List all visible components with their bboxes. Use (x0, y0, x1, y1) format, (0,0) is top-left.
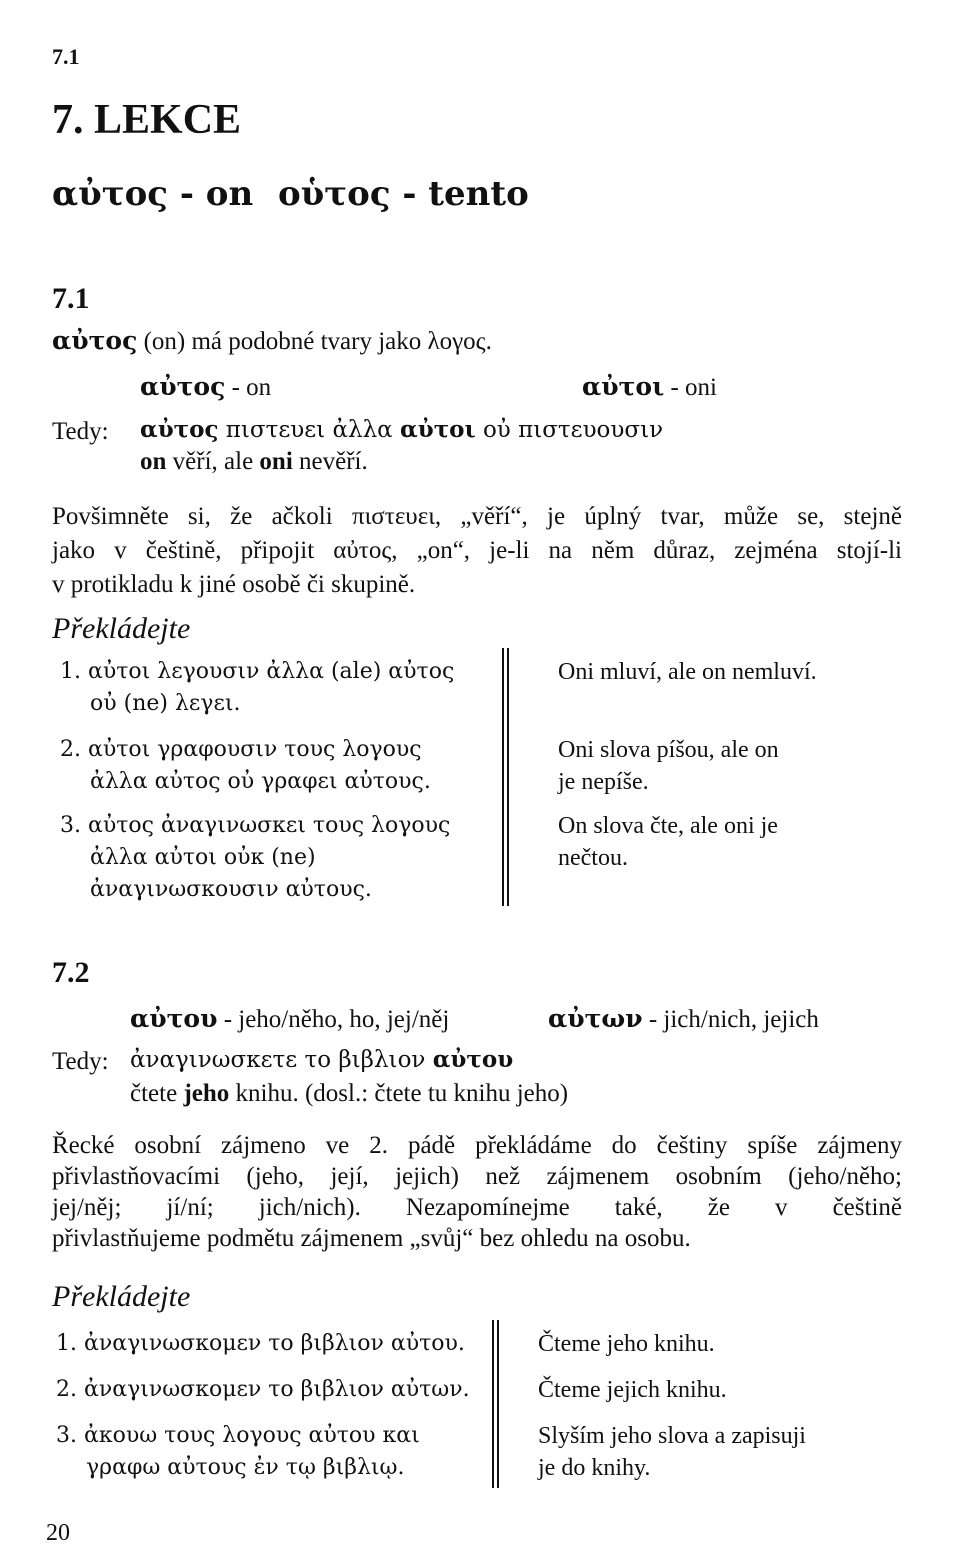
intro-word: αὐτος (52, 326, 138, 355)
item-number: 1. (56, 1331, 77, 1356)
example-autou: αὐτου (432, 1046, 514, 1073)
note-line: Povšimněte si, že ačkoli πιστευει, „věří“, je úplný tvar, může se, stejně (52, 503, 902, 530)
example-czech-line (140, 448, 368, 476)
exercise-2-item-2-greek (56, 1374, 470, 1406)
example-autoi: αὐτοι (400, 416, 476, 443)
greek-line: αὐτοι λεγουσιν ἀλλα (ale) αὐτος (88, 659, 455, 684)
czech-line: Slyším jeho slova a zapisuji (538, 1423, 806, 1449)
exercise-2-item-3-czech (538, 1420, 806, 1484)
czech-line: je nepíše. (558, 769, 649, 795)
genitive-singular (130, 1004, 449, 1034)
item-number: 2. (56, 1377, 77, 1402)
exercise-heading-1: Překládejte (52, 612, 191, 645)
note-line: jej/něj; jí/ní; jich/nich). Nezapomínejme také, že v češtině (52, 1194, 902, 1221)
example-jeho: jeho (183, 1080, 230, 1107)
item-number: 2. (60, 737, 81, 762)
czech-line: On slova čte, ale oni je (558, 813, 778, 839)
note-line: přivlastňujeme podmětu zájmenem „svůj“ bez ohledu na osobu. (52, 1225, 691, 1252)
column-divider (502, 648, 509, 906)
exercise-2-item-2-czech (538, 1374, 727, 1406)
greek-line: ἀκουω τους λογους αὐτου και (84, 1423, 420, 1448)
example-czech-text-2: knihu. (dosl.: čtete tu knihu jeho) (235, 1080, 569, 1107)
exercise-1-item-3-greek (60, 810, 450, 906)
exercise-1-item-2-greek (60, 734, 431, 798)
czech-line: je do knihy. (538, 1455, 651, 1481)
item-number: 1. (60, 659, 81, 684)
genitive-singular-gloss: - jeho/něho, ho, jej/něj (223, 1006, 450, 1033)
genitive-plural-gloss: - jich/nich, jejich (648, 1006, 819, 1033)
intro-text: (on) má podobné tvary jako λογος. (143, 328, 492, 355)
section-marker: 7.1 (52, 44, 80, 69)
czech-line: Oni slova píšou, ale on (558, 737, 779, 763)
czech-line: nečtou. (558, 845, 628, 871)
form-plural (582, 372, 717, 402)
greek-line: ἀναγινωσκομεν το βιβλιον αὐτων. (84, 1377, 470, 1402)
example-czech-1: věří, ale (172, 448, 254, 475)
genitive-plural (548, 1004, 819, 1034)
example-greek-text: ἀναγινωσκετε το βιβλιον (130, 1047, 426, 1073)
example-greek-line (140, 416, 663, 443)
greek-line: οὐ (ne) λεγει. (90, 691, 241, 716)
greek-line: αὐτος ἀναγινωσκει τους λογους (88, 813, 451, 838)
example-greek-line-2 (130, 1046, 513, 1073)
pronoun-houtos-heading: οὑτος - tento (278, 174, 529, 214)
form-singular-greek: αὐτος (140, 372, 226, 401)
example-oni: oni (259, 448, 293, 475)
example-text-1: πιστευει ἀλλα (225, 417, 393, 443)
czech-line: Čteme jeho knihu. (538, 1331, 715, 1357)
section-7-2-number: 7.2 (52, 956, 90, 989)
greek-line: γραφω αὐτους ἐν τῳ βιβλιῳ. (86, 1455, 405, 1480)
form-singular (140, 372, 271, 402)
page-number: 20 (46, 1520, 70, 1546)
pronoun-autos-heading: αὐτος - on (52, 174, 254, 214)
tedy-label: Tedy: (52, 418, 109, 445)
section-7-1-note (52, 500, 902, 602)
greek-line: ἀλλα αὐτοι οὐκ (ne) (90, 845, 316, 870)
section-7-2-note (52, 1130, 902, 1254)
column-divider-2 (492, 1320, 499, 1488)
note-line: přivlastňovacími (jeho, její, jejich) než zájmenem osobním (jeho/něho; (52, 1163, 902, 1190)
exercise-2-item-1-czech (538, 1328, 715, 1360)
exercise-1-item-1-czech (558, 656, 817, 688)
form-singular-gloss: - on (231, 374, 272, 401)
lesson-title: 7. LEKCE (52, 97, 242, 143)
exercise-heading-2: Překládejte (52, 1280, 191, 1313)
note-line: jako v češtině, připojit αὐτος, „on“, je-li na něm důraz, zejména stojí-li (52, 537, 902, 564)
example-autos: αὐτος (140, 416, 219, 443)
example-czech-line-2 (130, 1080, 568, 1108)
note-line: v protikladu k jiné osobě či skupině. (52, 571, 416, 598)
example-on: on (140, 448, 167, 475)
exercise-1-item-2-czech (558, 734, 779, 798)
genitive-plural-greek: αὐτων (548, 1004, 643, 1033)
form-plural-gloss: - oni (670, 374, 717, 401)
example-czech-text-1: čtete (130, 1080, 178, 1107)
tedy-label-2: Tedy: (52, 1048, 109, 1075)
example-text-2: οὐ πιστευουσιν (482, 417, 664, 443)
greek-line: ἀλλα αὐτος οὐ γραφει αὐτους. (90, 769, 431, 794)
section-7-1-number: 7.1 (52, 282, 90, 315)
exercise-1-item-1-greek (60, 656, 454, 720)
genitive-singular-greek: αὐτου (130, 1004, 218, 1033)
greek-line: αὐτοι γραφουσιν τους λογους (88, 737, 422, 762)
example-czech-2: nevěří. (299, 448, 368, 475)
item-number: 3. (56, 1423, 77, 1448)
greek-line: ἀναγινωσκομεν το βιβλιον αὐτου. (84, 1331, 465, 1356)
czech-line: Oni mluví, ale on nemluví. (558, 659, 817, 685)
note-line: Řecké osobní zájmeno ve 2. pádě překládáme do češtiny spíše zájmeny (52, 1132, 902, 1159)
exercise-2-item-3-greek (56, 1420, 420, 1484)
czech-line: Čteme jejich knihu. (538, 1377, 727, 1403)
form-plural-greek: αὐτοι (582, 372, 665, 401)
greek-line: ἀναγινωσκουσιν αὐτους. (90, 877, 372, 902)
section-7-1-intro (52, 326, 492, 356)
exercise-1-item-3-czech (558, 810, 778, 874)
item-number: 3. (60, 813, 81, 838)
exercise-2-item-1-greek (56, 1328, 465, 1360)
